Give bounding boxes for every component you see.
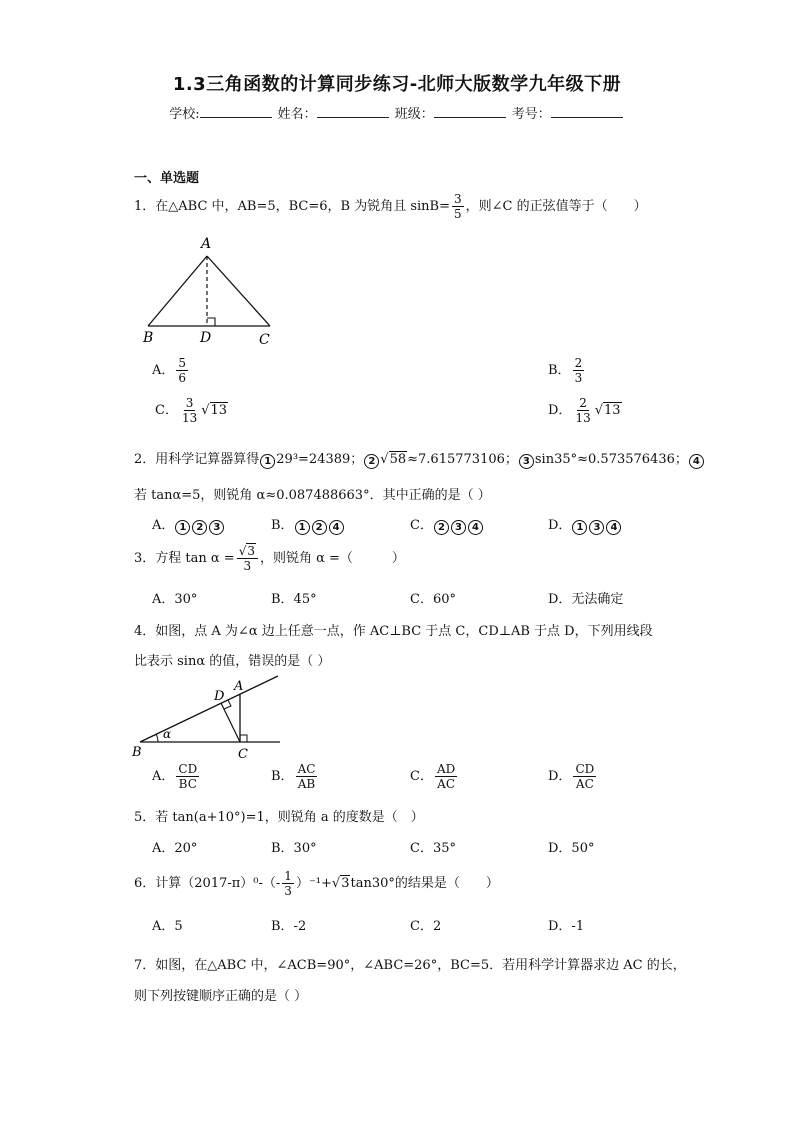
q4-label-b: B <box>132 745 142 760</box>
q3-text-b: ，则锐角 α =（ ） <box>259 551 405 566</box>
q1-option-b-label: B． <box>548 363 571 378</box>
q6-frac-den: 3 <box>284 884 292 898</box>
q2-b-circle: 1 <box>295 520 310 535</box>
class-label: 班级： <box>394 107 434 122</box>
q3-fraction <box>237 544 258 573</box>
q2-sqrt: √58 <box>380 452 407 467</box>
question-5-stem: 5．若 tan(a+10°)=1，则锐角 a 的度数是（ ） <box>134 810 424 825</box>
q4-option-d[interactable] <box>548 762 598 791</box>
q4-d-num: CD <box>575 762 595 776</box>
q2-option-a[interactable] <box>152 514 225 535</box>
q2-d-circle: 3 <box>589 520 604 535</box>
q4-label-alpha: α <box>163 727 172 741</box>
exam-number-label: 考号： <box>511 107 551 122</box>
q4-d-den: AC <box>575 777 594 791</box>
q4-c-fraction <box>435 762 457 791</box>
school-label: 学校: <box>169 107 200 122</box>
q2-d-circle: 4 <box>606 520 621 535</box>
q2-option-d[interactable] <box>548 514 622 535</box>
q2-text-2: ≈7.615773106； <box>407 452 518 467</box>
q4-option-d-label: D． <box>548 769 572 784</box>
question-4-line1: 4．如图，点 A 为∠α 边上任意一点，作 AC⊥BC 于点 C，CD⊥AB 于点 D，下列用线段 <box>134 624 653 639</box>
q2-circle-3: 3 <box>519 454 534 469</box>
q1-d-sqrt: √13 <box>594 403 621 418</box>
q2-b-circle: 2 <box>312 520 327 535</box>
q1-option-b-fraction <box>573 356 585 385</box>
q4-option-b[interactable] <box>271 762 319 791</box>
question-1-stem <box>134 192 647 221</box>
q2-c-circle: 2 <box>434 520 449 535</box>
q3-frac-den: 3 <box>243 559 252 573</box>
q6-text-a: 6．计算（2017-π）⁰-（- <box>134 876 281 891</box>
q4-a-fraction <box>176 762 199 791</box>
q6-option-c[interactable]: C．2 <box>410 919 442 934</box>
q1-option-a-label: A． <box>152 363 175 378</box>
q1-option-c-label: C． <box>155 403 178 418</box>
q4-a-num: CD <box>178 762 198 776</box>
q1-triangle-figure <box>140 234 280 349</box>
q2-b-circle: 4 <box>329 520 344 535</box>
school-blank <box>200 105 272 118</box>
q5-option-d[interactable]: D．50° <box>548 841 595 856</box>
exam-number-blank <box>551 105 623 118</box>
q4-option-a[interactable] <box>152 762 201 791</box>
q1-text-a: 1．在△ABC 中，AB=5，BC=6，B 为锐角且 sinB= <box>134 199 451 214</box>
q2-option-c-label: C． <box>410 518 433 533</box>
q1-a-den: 6 <box>178 371 187 385</box>
q4-option-a-label: A． <box>152 769 175 784</box>
q5-option-b[interactable]: B．30° <box>271 841 317 856</box>
q4-label-d: D <box>214 689 225 704</box>
q5-option-c[interactable]: C．35° <box>410 841 456 856</box>
q4-d-fraction <box>573 762 596 791</box>
q4-c-den: AC <box>437 777 456 791</box>
question-3-stem <box>134 544 405 573</box>
q4-b-num: AC <box>297 762 316 776</box>
q2-option-b[interactable] <box>271 514 345 535</box>
q1-option-c-fraction <box>180 396 199 425</box>
section-heading: 一、单选题 <box>134 171 200 186</box>
q4-angle-figure <box>130 672 290 764</box>
q1-d-den: 13 <box>575 411 591 425</box>
q1-frac-den: 5 <box>454 207 462 221</box>
name-blank <box>317 105 389 118</box>
q1-label-c: C <box>259 332 270 348</box>
q1-option-d-fraction <box>573 396 592 425</box>
q2-circle-1: 1 <box>260 454 275 469</box>
q3-sqrt: √3 <box>238 544 255 558</box>
q6-text-b: ）⁻¹+ <box>295 876 332 891</box>
q1-label-a: A <box>201 236 212 252</box>
q3-option-d[interactable]: D．无法确定 <box>548 592 624 607</box>
q6-radicand: 3 <box>341 876 350 891</box>
q6-option-d[interactable]: D．-1 <box>548 919 585 934</box>
q1-b-num: 2 <box>574 356 583 370</box>
q2-d-circle: 1 <box>572 520 587 535</box>
question-6-stem <box>134 869 499 898</box>
q1-text-b: ，则∠C 的正弦值等于（ ） <box>465 199 647 214</box>
q4-label-c: C <box>238 747 248 762</box>
q4-option-c-label: C． <box>410 769 433 784</box>
q1-option-a[interactable] <box>152 356 190 385</box>
q1-option-b[interactable] <box>548 356 586 385</box>
q2-a-circle: 3 <box>209 520 224 535</box>
q2-a-circle: 1 <box>175 520 190 535</box>
q3-frac-num <box>237 544 258 559</box>
q1-c-radicand: 13 <box>210 403 228 418</box>
q3-option-c[interactable]: C．60° <box>410 592 456 607</box>
q4-b-den: AB <box>297 777 316 791</box>
q6-option-a[interactable]: A．5 <box>152 919 183 934</box>
q2-c-circle: 4 <box>468 520 483 535</box>
q3-text-a: 3．方程 tan α = <box>134 551 235 566</box>
q2-circle-2: 2 <box>364 454 379 469</box>
q1-b-den: 3 <box>574 371 583 385</box>
q6-fraction <box>282 869 294 898</box>
name-label: 姓名： <box>277 107 317 122</box>
q1-frac-num: 3 <box>454 192 462 206</box>
q6-option-b[interactable]: B．-2 <box>271 919 307 934</box>
q2-option-c[interactable] <box>410 514 484 535</box>
q4-option-b-label: B． <box>271 769 294 784</box>
q2-option-a-label: A． <box>152 518 175 533</box>
student-info-line <box>0 103 794 122</box>
class-blank <box>434 105 506 118</box>
q5-option-a[interactable]: A．20° <box>152 841 198 856</box>
question-2-stem <box>134 448 705 469</box>
q1-label-b: B <box>143 330 154 346</box>
page-title: 1.3三角函数的计算同步练习-北师大版数学九年级下册 <box>172 74 622 95</box>
q1-d-radicand: 13 <box>604 403 621 418</box>
q6-text-c: tan30°的结果是（ ） <box>350 876 499 891</box>
q1-label-d: D <box>200 330 212 346</box>
q4-label-a: A <box>234 679 244 694</box>
q1-a-num: 5 <box>178 356 187 370</box>
q2-text-1: 29³=24389； <box>276 452 364 467</box>
question-2-line2: 若 tanα=5，则锐角 α≈0.087488663°．其中正确的是（ ） <box>134 488 491 503</box>
q2-text-3: sin35°≈0.573576436； <box>534 452 688 467</box>
q2-option-b-label: B． <box>271 518 294 533</box>
q4-a-den: BC <box>178 777 197 791</box>
q2-circle-4: 4 <box>689 454 704 469</box>
q4-option-c[interactable] <box>410 762 459 791</box>
q4-b-fraction <box>296 762 318 791</box>
q1-option-a-fraction <box>176 356 188 385</box>
q1-c-den: 13 <box>181 411 198 425</box>
q2-option-d-label: D． <box>548 518 572 533</box>
q1-option-d[interactable] <box>548 396 622 425</box>
q2-radicand: 58 <box>389 452 407 467</box>
question-4-line2: 比表示 sinα 的值，错误的是（ ） <box>134 654 331 669</box>
q1-c-sqrt: √13 <box>201 403 228 418</box>
question-7-line2: 则下列按键顺序正确的是（ ） <box>134 989 308 1004</box>
q6-sqrt: √3 <box>331 876 350 891</box>
q1-c-num: 3 <box>185 396 194 410</box>
q1-fraction <box>452 192 464 221</box>
question-7-line1: 7．如图，在△ABC 中，∠ACB=90°，∠ABC=26°，BC=5．若用科学计算器求边 AC 的长， <box>134 958 686 973</box>
q2-c-circle: 3 <box>451 520 466 535</box>
q2-text-a: 2．用科学记算器算得 <box>134 452 260 467</box>
q1-option-d-label: D． <box>548 403 572 418</box>
q3-radicand: 3 <box>247 544 255 558</box>
q2-a-circle: 2 <box>192 520 207 535</box>
q3-option-a[interactable]: A．30° <box>152 592 198 607</box>
q4-c-num: AD <box>436 762 456 776</box>
q1-option-c[interactable] <box>155 396 228 425</box>
q1-d-num: 2 <box>579 396 587 410</box>
q3-option-b[interactable]: B．45° <box>271 592 317 607</box>
q6-frac-num: 1 <box>284 869 292 883</box>
